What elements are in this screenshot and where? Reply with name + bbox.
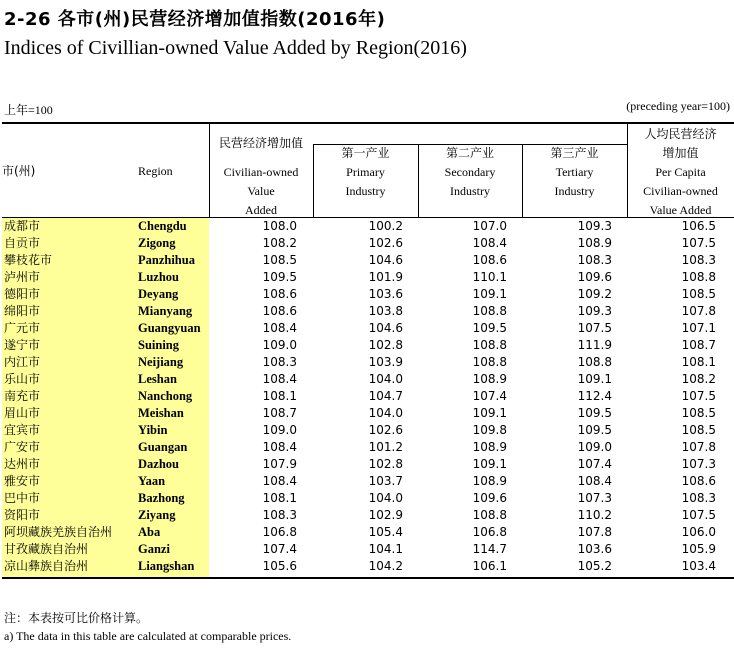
table-row: [2, 371, 734, 388]
row-city: 乐山市: [4, 372, 41, 386]
table-row: [2, 473, 734, 490]
table-row: [2, 303, 734, 320]
row-primary: 104.6: [368, 253, 403, 267]
row-tertiary: 109.3: [577, 219, 612, 233]
row-city: 绵阳市: [4, 304, 41, 318]
row-tertiary: 107.3: [577, 491, 612, 505]
row-tertiary: 109.1: [577, 372, 612, 386]
table-row: [2, 218, 734, 235]
row-secondary: 109.1: [472, 406, 507, 420]
row-secondary: 109.8: [472, 423, 507, 437]
row-primary: 101.2: [368, 440, 403, 454]
header-value-added-en-3: Added: [245, 203, 277, 217]
row-secondary: 109.6: [472, 491, 507, 505]
row-city: 南充市: [4, 389, 41, 403]
row-region: Bazhong: [138, 491, 185, 505]
row-region: Ziyang: [138, 508, 176, 522]
row-secondary: 108.9: [472, 440, 507, 454]
row-secondary: 109.1: [472, 287, 507, 301]
row-per-capita: 108.6: [681, 474, 716, 488]
header-per-capita-cn-2: 增加值: [662, 146, 699, 160]
footnote-cn: 注：本表按可比价格计算。: [4, 611, 149, 625]
row-city: 阿坝藏族羌族自治州: [4, 525, 113, 539]
row-city: 巴中市: [4, 491, 41, 505]
row-per-capita: 107.5: [681, 236, 716, 250]
page-title-cn: 2-26 各市(州)民营经济增加值指数(2016年): [4, 9, 386, 30]
row-value-added: 108.1: [262, 389, 297, 403]
row-region: Suining: [138, 338, 180, 352]
row-region: Liangshan: [138, 559, 195, 573]
table-row: [2, 524, 734, 541]
row-tertiary: 108.3: [577, 253, 612, 267]
row-tertiary: 107.4: [577, 457, 612, 471]
table-row: [2, 541, 734, 558]
table-row: [2, 507, 734, 524]
row-value-added: 109.0: [262, 338, 297, 352]
header-primary-en-1: Primary: [346, 165, 385, 179]
row-city: 宜宾市: [4, 423, 41, 437]
header-primary-cn: 第一产业: [341, 146, 390, 160]
table-row: [2, 558, 734, 575]
row-primary: 104.0: [368, 491, 403, 505]
table-row: [2, 490, 734, 507]
row-per-capita: 107.5: [681, 508, 716, 522]
row-primary: 104.7: [368, 389, 403, 403]
row-primary: 104.2: [368, 559, 403, 573]
row-primary: 100.2: [368, 219, 403, 233]
row-primary: 103.6: [368, 287, 403, 301]
page-title-en: Indices of Civillian-owned Value Added by Region(2016): [4, 37, 467, 59]
row-region: Chengdu: [138, 219, 187, 233]
row-region: Panzhihua: [138, 253, 195, 267]
row-region: Dazhou: [138, 457, 179, 471]
row-primary: 102.8: [368, 338, 403, 352]
row-tertiary: 107.8: [577, 525, 612, 539]
table-row: [2, 456, 734, 473]
row-secondary: 108.8: [472, 355, 507, 369]
table-row: [2, 286, 734, 303]
unit-note-en: (preceding year=100): [626, 99, 730, 113]
row-per-capita: 106.0: [681, 525, 716, 539]
row-secondary: 107.4: [472, 389, 507, 403]
row-region: Nanchong: [138, 389, 193, 403]
row-tertiary: 108.8: [577, 355, 612, 369]
data-table: [2, 122, 734, 579]
table-body: [2, 218, 734, 579]
row-tertiary: 112.4: [577, 389, 612, 403]
row-region: Luzhou: [138, 270, 179, 284]
row-tertiary: 109.3: [577, 304, 612, 318]
row-secondary: 108.8: [472, 338, 507, 352]
row-city: 攀枝花市: [4, 253, 53, 267]
row-tertiary: 111.9: [577, 338, 612, 352]
row-per-capita: 108.5: [681, 406, 716, 420]
row-secondary: 108.9: [472, 474, 507, 488]
row-primary: 104.0: [368, 406, 403, 420]
row-secondary: 114.7: [472, 542, 507, 556]
header-tertiary-cn: 第三产业: [550, 146, 599, 160]
row-per-capita: 107.8: [681, 440, 716, 454]
table-row: [2, 405, 734, 422]
table-row: [2, 252, 734, 269]
header-value-added-en-2: Value: [247, 184, 275, 198]
row-value-added: 107.4: [262, 542, 297, 556]
row-secondary: 108.8: [472, 508, 507, 522]
header-tertiary-en-1: Tertiary: [555, 165, 594, 179]
row-primary: 102.6: [368, 236, 403, 250]
table-header: [2, 122, 734, 218]
row-per-capita: 107.1: [681, 321, 716, 335]
row-per-capita: 107.5: [681, 389, 716, 403]
header-city: 市(州): [2, 164, 36, 178]
row-value-added: 108.3: [262, 508, 297, 522]
header-region: Region: [138, 164, 173, 178]
row-primary: 103.8: [368, 304, 403, 318]
header-secondary-cn: 第二产业: [445, 146, 494, 160]
row-region: Guangyuan: [138, 321, 201, 335]
row-city: 德阳市: [4, 287, 41, 301]
row-tertiary: 109.6: [577, 270, 612, 284]
row-secondary: 106.8: [472, 525, 507, 539]
row-primary: 101.9: [368, 270, 403, 284]
row-secondary: 108.8: [472, 304, 507, 318]
row-per-capita: 108.5: [681, 423, 716, 437]
row-primary: 102.9: [368, 508, 403, 522]
row-city: 甘孜藏族自治州: [4, 542, 89, 556]
row-city: 资阳市: [4, 508, 41, 522]
row-city: 内江市: [4, 355, 41, 369]
row-city: 遂宁市: [4, 338, 41, 352]
row-tertiary: 108.9: [577, 236, 612, 250]
row-region: Leshan: [138, 372, 177, 386]
row-tertiary: 107.5: [577, 321, 612, 335]
table-row: [2, 439, 734, 456]
row-per-capita: 108.1: [681, 355, 716, 369]
row-per-capita: 106.5: [681, 219, 716, 233]
header-per-capita-en-1: Per Capita: [655, 165, 706, 179]
row-region: Ganzi: [138, 542, 170, 556]
row-region: Neijiang: [138, 355, 184, 369]
row-value-added: 108.4: [262, 474, 297, 488]
row-secondary: 108.4: [472, 236, 507, 250]
row-secondary: 108.9: [472, 372, 507, 386]
row-secondary: 109.1: [472, 457, 507, 471]
row-value-added: 108.0: [262, 219, 297, 233]
row-region: Meishan: [138, 406, 184, 420]
table-row: [2, 235, 734, 252]
row-primary: 103.9: [368, 355, 403, 369]
row-city: 广安市: [4, 440, 41, 454]
row-value-added: 108.2: [262, 236, 297, 250]
table-row: [2, 337, 734, 354]
row-value-added: 108.7: [262, 406, 297, 420]
row-per-capita: 107.8: [681, 304, 716, 318]
row-region: Guangan: [138, 440, 188, 454]
row-value-added: 108.6: [262, 287, 297, 301]
row-region: Aba: [138, 525, 161, 539]
table-row: [2, 422, 734, 439]
row-tertiary: 109.5: [577, 406, 612, 420]
row-region: Zigong: [138, 236, 176, 250]
header-tertiary-en-2: Industry: [554, 184, 595, 198]
header-value-added-cn: 民营经济增加值: [218, 136, 303, 150]
row-per-capita: 108.8: [681, 270, 716, 284]
row-city: 自贡市: [4, 236, 41, 250]
table-row: [2, 320, 734, 337]
row-per-capita: 105.9: [681, 542, 716, 556]
row-tertiary: 103.6: [577, 542, 612, 556]
row-value-added: 109.0: [262, 423, 297, 437]
row-value-added: 108.3: [262, 355, 297, 369]
row-per-capita: 103.4: [681, 559, 716, 573]
row-secondary: 110.1: [472, 270, 507, 284]
table-bottom-rule: [2, 577, 734, 579]
row-per-capita: 108.7: [681, 338, 716, 352]
header-per-capita-en-2: Civilian-owned: [643, 184, 718, 198]
row-per-capita: 108.3: [681, 491, 716, 505]
header-per-capita-en-3: Value Added: [649, 203, 712, 217]
row-per-capita: 108.2: [681, 372, 716, 386]
row-primary: 105.4: [368, 525, 403, 539]
header-value-added-en-1: Civilian-owned: [223, 165, 299, 179]
table-row: [2, 354, 734, 371]
table-row: [2, 269, 734, 286]
row-primary: 104.6: [368, 321, 403, 335]
header-per-capita-cn-1: 人均民营经济: [644, 127, 717, 141]
row-primary: 103.7: [368, 474, 403, 488]
row-region: Mianyang: [138, 304, 193, 318]
row-value-added: 108.4: [262, 440, 297, 454]
row-city: 达州市: [4, 457, 41, 471]
row-value-added: 108.1: [262, 491, 297, 505]
row-primary: 104.0: [368, 372, 403, 386]
row-secondary: 109.5: [472, 321, 507, 335]
row-per-capita: 108.3: [681, 253, 716, 267]
row-per-capita: 107.3: [681, 457, 716, 471]
row-region: Yibin: [138, 423, 168, 437]
unit-note-cn: 上年=100: [4, 103, 53, 117]
row-tertiary: 105.2: [577, 559, 612, 573]
footnote-en: a) The data in this table are calculated at comparable prices.: [4, 629, 292, 643]
header-primary-en-2: Industry: [345, 184, 386, 198]
row-city: 雅安市: [4, 474, 41, 488]
row-per-capita: 108.5: [681, 287, 716, 301]
header-secondary-en-1: Secondary: [444, 165, 496, 179]
row-primary: 102.6: [368, 423, 403, 437]
row-secondary: 107.0: [472, 219, 507, 233]
row-value-added: 108.4: [262, 372, 297, 386]
row-city: 凉山彝族自治州: [4, 559, 89, 573]
row-value-added: 108.4: [262, 321, 297, 335]
row-value-added: 106.8: [262, 525, 297, 539]
row-tertiary: 109.0: [577, 440, 612, 454]
row-region: Deyang: [138, 287, 179, 301]
row-tertiary: 109.5: [577, 423, 612, 437]
header-secondary-en-2: Industry: [450, 184, 490, 198]
row-value-added: 109.5: [262, 270, 297, 284]
row-tertiary: 110.2: [577, 508, 612, 522]
row-value-added: 105.6: [262, 559, 297, 573]
row-primary: 102.8: [368, 457, 403, 471]
row-tertiary: 109.2: [577, 287, 612, 301]
table-row: [2, 388, 734, 405]
row-region: Yaan: [138, 474, 166, 488]
row-primary: 104.1: [368, 542, 403, 556]
row-tertiary: 108.4: [577, 474, 612, 488]
row-value-added: 107.9: [262, 457, 297, 471]
row-city: 成都市: [4, 219, 41, 233]
row-value-added: 108.6: [262, 304, 297, 318]
row-secondary: 108.6: [472, 253, 507, 267]
row-secondary: 106.1: [472, 559, 507, 573]
row-city: 广元市: [4, 321, 41, 335]
row-city: 泸州市: [4, 270, 41, 284]
row-value-added: 108.5: [262, 253, 297, 267]
row-city: 眉山市: [4, 406, 41, 420]
